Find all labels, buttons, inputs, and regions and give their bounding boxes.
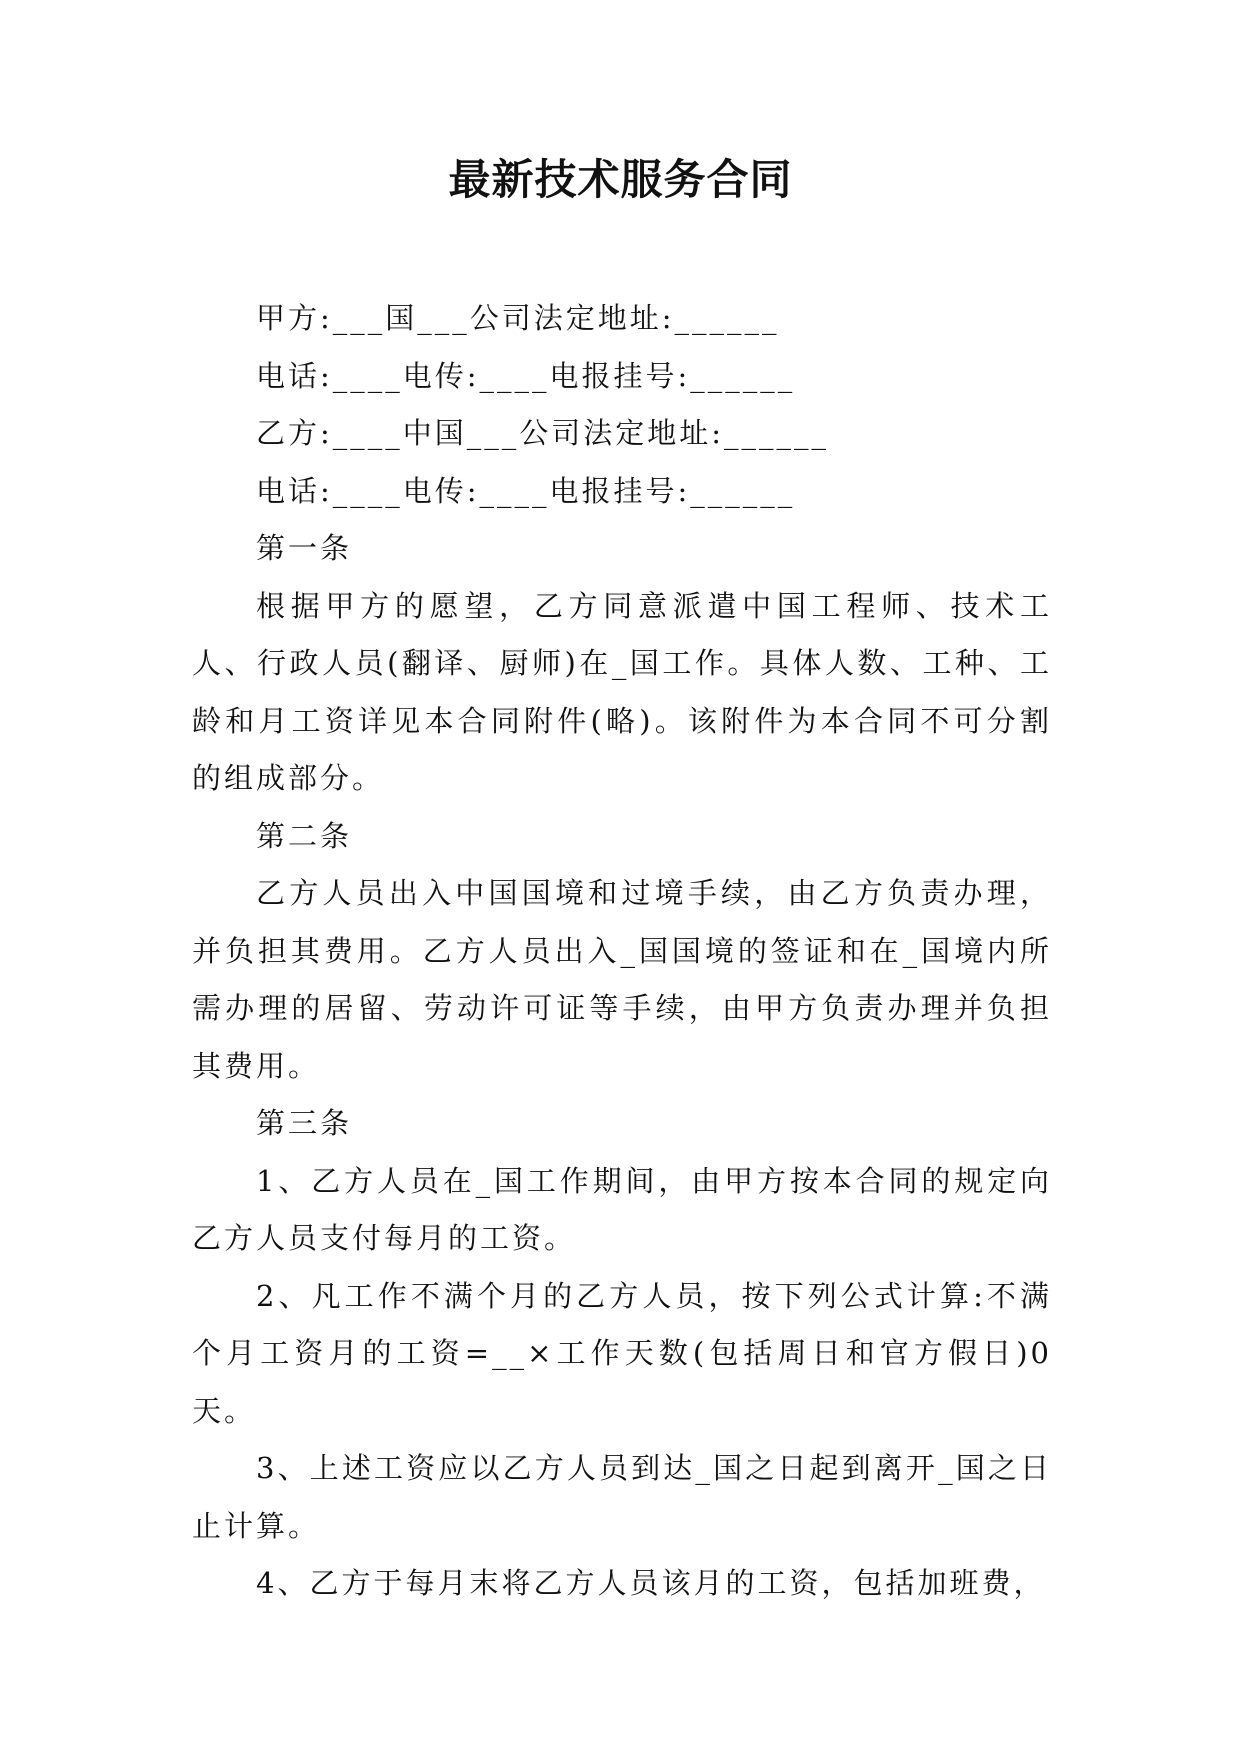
article-3-item-3: 3、上述工资应以乙方人员到达_国之日起到离开_国之日止计算。 <box>192 1451 1052 1543</box>
article-1-text: 根据甲方的愿望，乙方同意派遣中国工程师、技术工人、行政人员(翻译、厨师)在_国工作。具体人数、工种、工龄和月工资详见本合同附件(略)。该附件为本合同不可分割的组成部分。 <box>192 588 1052 795</box>
party-a-line: 甲方:___国___公司法定地址:______ <box>256 301 780 335</box>
document-title: 最新技术服务合同 <box>448 155 793 204</box>
article-3-item-2: 2、凡工作不满个月的乙方人员，按下列公式计算:不满个月工资月的工资=__×工作天数(包括周日和官方假日)0天。 <box>192 1278 1052 1428</box>
party-b-contact-line: 电话:____电传:____电报挂号:______ <box>256 473 796 508</box>
article-3-heading: 第三条 <box>256 1106 353 1140</box>
article-2-heading: 第二条 <box>256 818 353 853</box>
article-1-heading: 第一条 <box>256 531 353 565</box>
article-3-item-1: 1、乙方人员在_国工作期间，由甲方按本合同的规定向乙方人员支付每月的工资。 <box>192 1163 1052 1255</box>
party-a-contact-line: 电话:____电传:____电报挂号:______ <box>256 358 796 393</box>
article-2-text: 乙方人员出入中国国境和过境手续，由乙方负责办理，并负担其费用。乙方人员出入_国国境的签证和在_国境内所需办理的居留、劳动许可证等手续，由甲方负责办理并负担其费用。 <box>192 876 1052 1083</box>
party-b-line: 乙方:____中国___公司法定地址:______ <box>256 416 830 450</box>
document-body <box>192 290 1052 1613</box>
article-3-item-4: 4、乙方于每月末将乙方人员该月的工资，包括加班费， <box>256 1566 1046 1600</box>
